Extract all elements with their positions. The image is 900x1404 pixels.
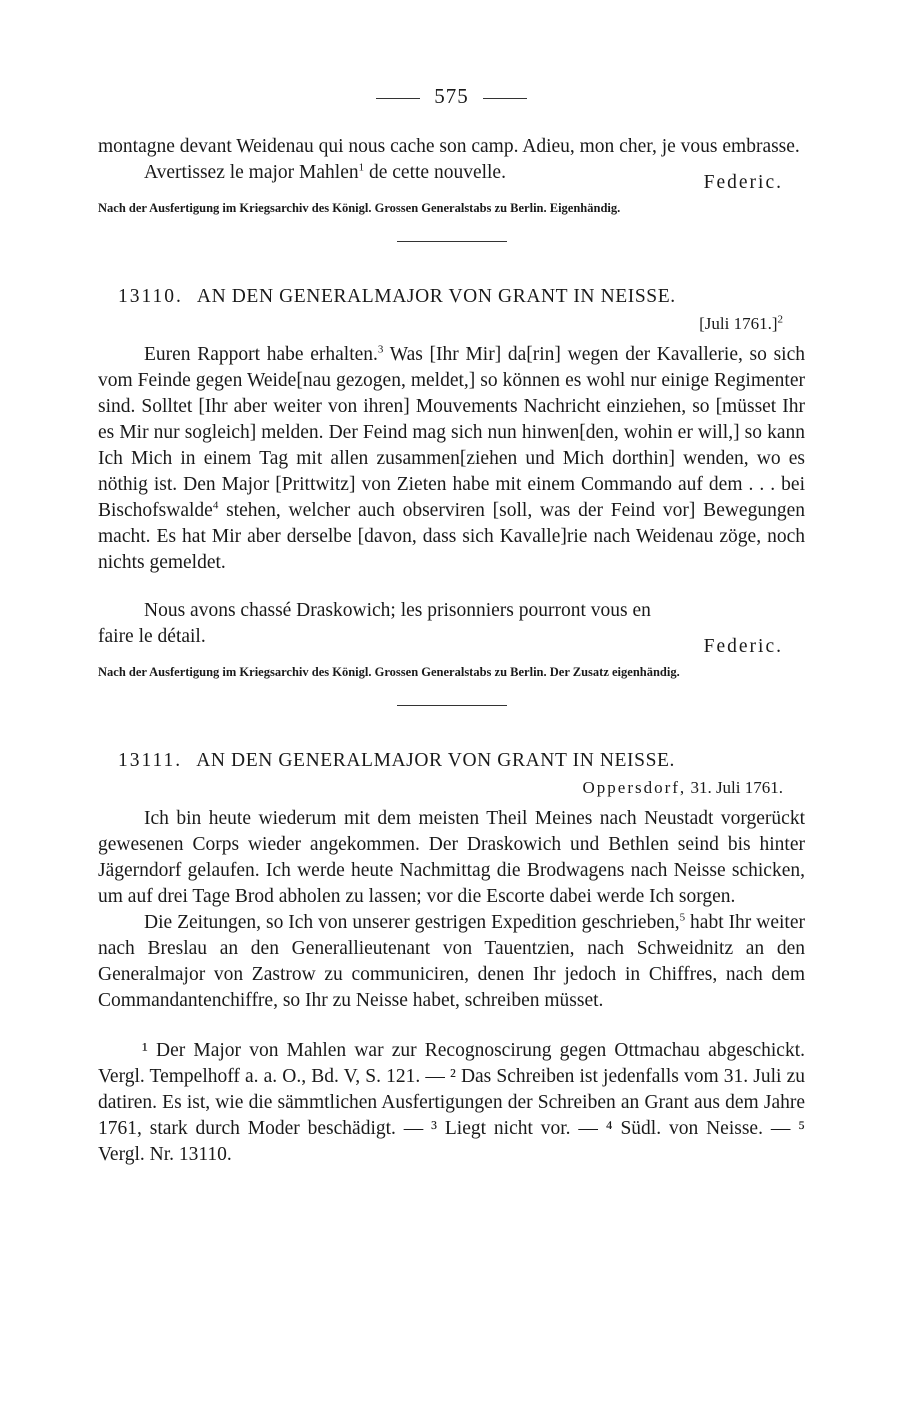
letter-heading-13111 <box>98 750 805 772</box>
letter-body-13111-p2: Die Zeitungen, so Ich von unserer gestrigen Expedition geschrieben,$^5$ habt Ihr weiter nach Breslau an den Generallieutenant von Tauentzien, nach Schweidnitz an den Generalmajor von Zastrow zu communiciren, denen Ihr jedoch in Chiffres, nach dem Commandantenchiffre, so Ihr zu Neisse habet, schreiben müsset. <box>98 911 805 1011</box>
letter-title: AN DEN GENERALMAJOR VON GRANT IN NEISSE. <box>196 286 676 307</box>
footnote-ref-5: 5 <box>679 911 686 924</box>
letter-postscript-13110: Nous avons chassé Draskowich; les prisonniers pourront vous en <box>144 600 651 621</box>
letter-date: 31. Juli 1761. <box>690 778 783 797</box>
footnote-ref-4: 4 <box>212 499 219 512</box>
section-divider <box>397 241 507 242</box>
footnotes <box>98 1038 805 1168</box>
prev-letter-source-note: Nach der Ausfertigung im Kriegsarchiv des Königl. Grossen Generalstabs zu Berlin. Eigenhändig. <box>98 201 621 215</box>
letter-postscript-row-13110 <box>98 624 805 657</box>
prev-letter-postscript: Avertissez le major Mahlen$^1$ de cette nouvelle. <box>144 161 506 183</box>
letter-date-13111 <box>98 778 805 798</box>
prev-letter-text: montagne devant Weidenau qui nous cache son camp. Adieu, mon cher, je vous embrasse. <box>98 136 800 157</box>
prev-letter-postscript-row <box>98 160 805 193</box>
letter-source-note-13110: Nach der Ausfertigung im Kriegsarchiv des Königl. Grossen Generalstabs zu Berlin. Der Zusatz eigenhändig. <box>98 665 680 679</box>
letter-title: AN DEN GENERALMAJOR VON GRANT IN NEISSE. <box>196 750 676 771</box>
page-number: 575 <box>434 84 469 108</box>
document-page <box>98 84 805 1168</box>
prev-letter-signature: Federic. <box>703 172 783 193</box>
footnotes-text: ¹ Der Major von Mahlen war zur Recognoscirung gegen Ottmachau abgeschickt. Vergl. Tempelhoff a. a. O., Bd. V, S. 121. — ² Das Schreiben ist jedenfalls vom 31. Juli zu datiren. Es ist, wie die sämmtlichen Ausfertigungen der Schreiben an Grant aus dem Jahre 1761, stark durch Moder beschädigt. — ³ Liegt nicht vor. — ⁴ Südl. von Neisse. — ⁵ Vergl. Nr. 13110. <box>98 1040 805 1165</box>
page-header <box>98 84 805 112</box>
footnote-ref-1: 1 <box>358 161 365 174</box>
letter-date-13110: [Juli 1761.]$^2$ <box>699 313 783 333</box>
letter-body-13110: Euren Rapport habe erhalten.$^3$ Was [Ihr Mir] da[rin] wegen der Kavallerie, so sich vom Feinde gegen Weide[nau gezogen, meldet,] so können es wohl nur einige Regimenter sind. Solltet [Ihr aber weiter von ihren] Mouvements Nachricht einziehen, so [müsset Ihr es Mir nur sogleich] melden. Der Feind mag sich nun hinwen[den, wohin er will,] so kann Ich Mich in einem Tag mit allen zusammen[ziehen und Mich dorthin] wenden, wo es nöthig ist. Den Major [Prittwitz] von Zieten habe mit einem Commando auf dem . . . bei Bischofswalde$^4$ stehen, welcher auch observiren [soll, was der Feind vor] Bewegungen macht. Es hat Mir aber derselbe [davon, dass sich Kavalle]rie nach Weidenau zöge, noch nichts gemeldet. <box>98 343 805 573</box>
letter-heading-13110 <box>98 286 805 308</box>
header-dash-left <box>376 98 420 99</box>
section-divider <box>397 705 507 706</box>
letter-place: Oppersdorf, <box>582 778 687 797</box>
letter-postscript-end: faire le détail. <box>98 626 206 647</box>
header-dash-right <box>483 98 527 99</box>
footnote-ref-2: 2 <box>777 313 783 326</box>
letter-number: 13110. <box>118 286 183 307</box>
letter-number: 13111. <box>118 750 183 771</box>
letter-body-13111-p1: Ich bin heute wiederum mit dem meisten Theil Meines nach Neustadt vorgerückt gewesenen Corps wieder angekommen. Der Draskowich und Bethlen seind bis hinter Jägerndorf gelaufen. Ich werde heute Nachmittag die Brodwagens nach Neisse schicken, um auf drei Tage Brod abholen zu lassen; vor die Escorte dabei werde Ich sorgen. <box>98 808 805 907</box>
letter-signature-13110: Federic. <box>703 636 783 657</box>
footnote-ref-3: 3 <box>377 343 384 356</box>
